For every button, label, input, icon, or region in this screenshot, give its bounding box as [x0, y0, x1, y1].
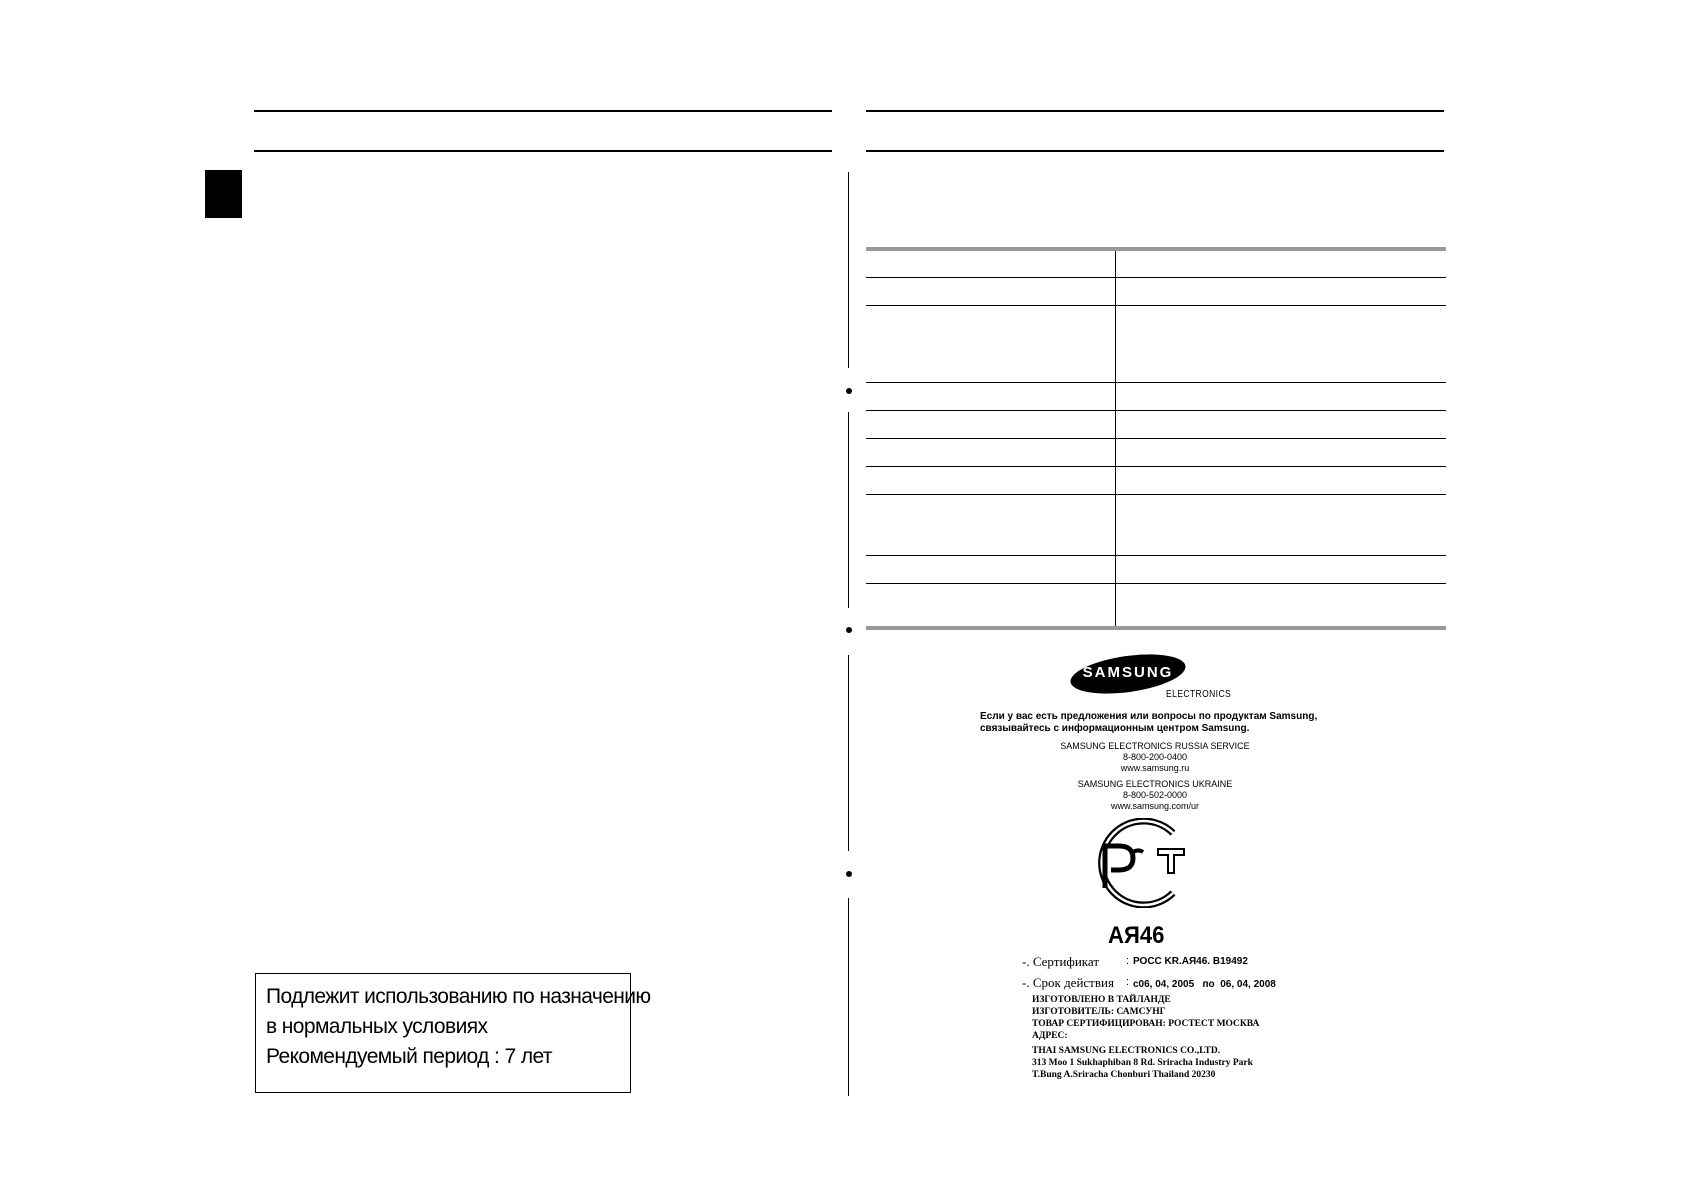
- certification-mark-code: АЯ46: [1108, 922, 1165, 949]
- certificate-value-suffix: B19492: [1210, 956, 1248, 967]
- validity-colon: :: [1126, 976, 1130, 988]
- usage-notice-line3: Рекомендуемый период : 7 лет: [266, 1045, 552, 1068]
- manufacturer-address-1: THAI SAMSUNG ELECTRONICS CO.,LTD.: [1032, 1046, 1221, 1056]
- manufacturer-line3: ТОВАР СЕРТИФИЦИРОВАН: РОСТЕСТ МОСКВА: [1032, 1019, 1260, 1029]
- right-header-rule-top: [866, 110, 1444, 112]
- ukraine-service-web: www.samsung.com/ur: [1110, 801, 1200, 811]
- manufacturer-line2: ИЗГОТОВИТЕЛЬ: САМСУНГ: [1032, 1007, 1166, 1017]
- russia-service-name: SAMSUNG ELECTRONICS RUSSIA SERVICE: [1060, 741, 1250, 751]
- russia-service-web: www.samsung.ru: [1120, 763, 1190, 773]
- spec-table: [866, 251, 1446, 626]
- samsung-logo-wordmark: SAMSUNG: [1082, 664, 1174, 681]
- spec-row-divider: [866, 382, 1446, 383]
- manufacturer-block: [1032, 994, 1259, 1081]
- certificate-colon: :: [1126, 955, 1130, 967]
- left-header-rule-top: [254, 110, 832, 112]
- certificate-label: -. Сертификат: [1022, 954, 1100, 969]
- binding-line-1: [848, 172, 849, 368]
- spec-row-divider: [866, 583, 1446, 584]
- spec-row-divider: [866, 410, 1446, 411]
- manufacturer-line1: ИЗГОТОВЛЕНО В ТАЙЛАНДЕ: [1032, 995, 1171, 1005]
- usage-notice-line1: Подлежит использованию по назначению: [266, 985, 651, 1008]
- spec-row-divider: [866, 305, 1446, 306]
- russia-service-block: [1020, 741, 1290, 774]
- validity-value: с06, 04, 2005 по 06, 04, 2008: [1133, 979, 1276, 990]
- certificate-value: [1133, 956, 1248, 967]
- manufacturer-address-3: T.Bung A.Sriracha Chonburi Thailand 20230: [1032, 1070, 1216, 1080]
- ukraine-service-phone: 8-800-502-0000: [1122, 790, 1188, 800]
- binding-line-4: [848, 898, 849, 1096]
- ukraine-service-block: [1020, 779, 1290, 812]
- pct-certification-mark: [1085, 818, 1195, 908]
- spec-row-divider: [866, 555, 1446, 556]
- ukraine-service-name: SAMSUNG ELECTRONICS UKRAINE: [1077, 779, 1233, 789]
- contact-intro-line1: Если у вас есть предложения или вопросы по продуктам Samsung,: [980, 711, 1318, 722]
- spec-row-divider: [866, 438, 1446, 439]
- samsung-logo: [1070, 652, 1270, 704]
- binding-line-2: [848, 412, 849, 608]
- section-tab-marker: [205, 170, 242, 218]
- pct-mark-icon: [1085, 818, 1195, 908]
- right-header-rule-bottom: [866, 150, 1444, 152]
- manufacturer-address-2: 313 Moo 1 Sukhaphiban 8 Rd. Sriracha Industry Park: [1032, 1058, 1253, 1068]
- validity-label: -. Срок действия: [1022, 975, 1114, 990]
- certificate-value-prefix: РОСС KR.АЯ46.: [1133, 956, 1211, 967]
- binding-line-3: [848, 655, 849, 851]
- spec-table-bottom-border: [866, 626, 1446, 630]
- binding-dot-1: [846, 388, 852, 394]
- binding-dot-2: [846, 627, 852, 633]
- spec-row-divider: [866, 494, 1446, 495]
- left-header-rule-bottom: [254, 150, 832, 152]
- usage-notice-box: [255, 973, 651, 1093]
- spec-row-divider: [866, 277, 1446, 278]
- spec-row-divider: [866, 466, 1446, 467]
- russia-service-phone: 8-800-200-0400: [1122, 752, 1188, 762]
- binding-dot-3: [846, 871, 852, 877]
- manufacturer-line4: АДРЕС:: [1032, 1031, 1068, 1041]
- samsung-logo-subtitle: ELECTRONICS: [1166, 689, 1232, 700]
- usage-notice-line2: в нормальных условиях: [266, 1015, 488, 1038]
- contact-intro-line2: связывайтесь с информационным центром Samsung.: [980, 723, 1250, 734]
